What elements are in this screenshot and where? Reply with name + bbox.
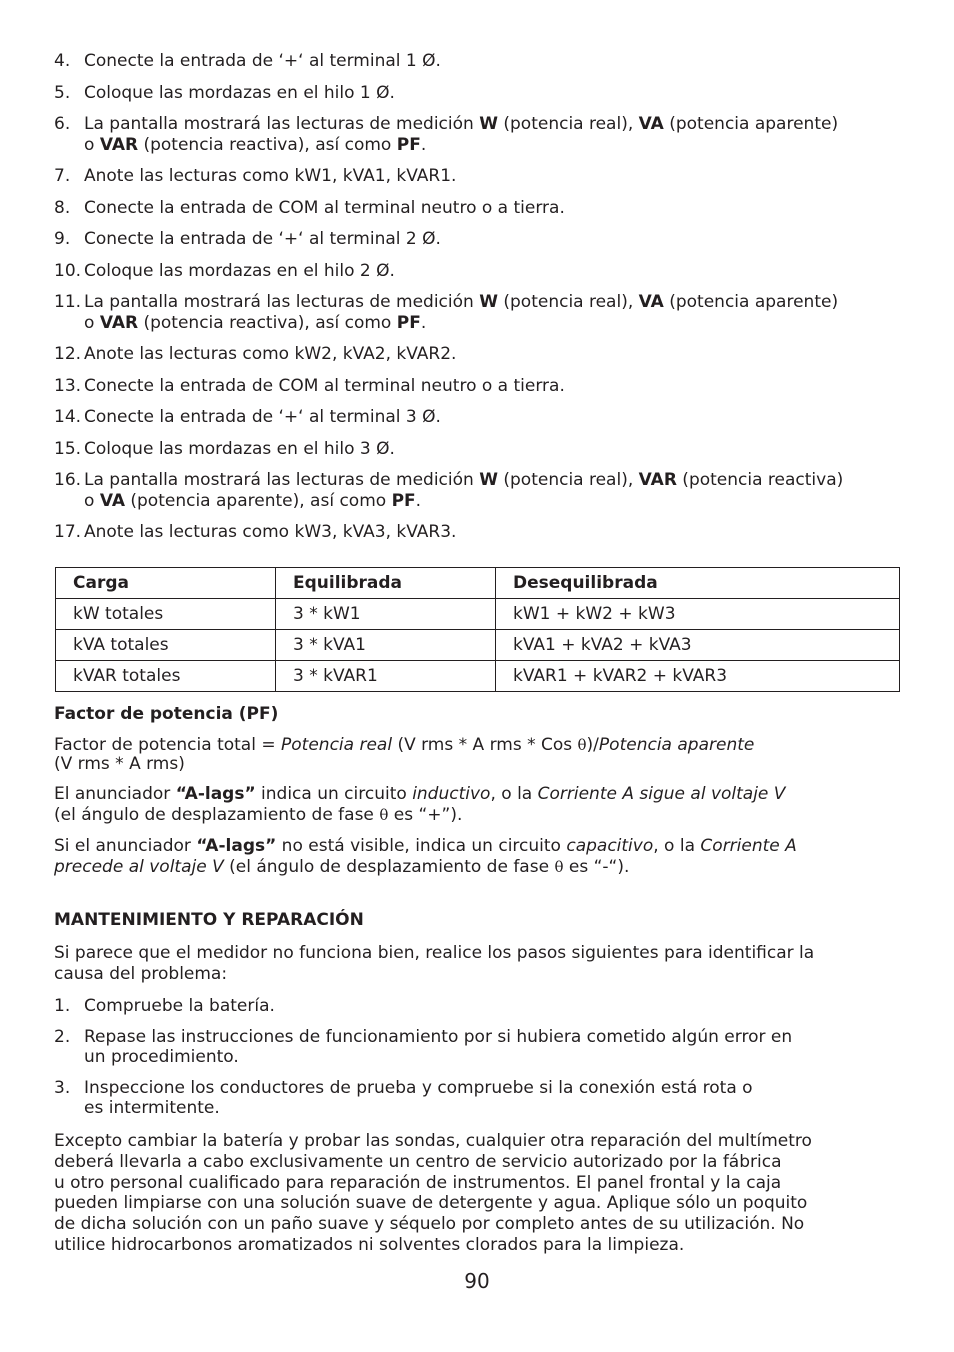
table-header: Equilibrada [276,568,496,599]
list-item: 7. Anote las lecturas como kW1, kVA1, kVAR1. [54,166,457,186]
list-item: 17. Anote las lecturas como kW3, kVA3, kVAR3. [54,522,457,542]
maintenance-heading: MANTENIMIENTO Y REPARACIÓN [54,910,364,930]
table-cell: kW totales [56,599,276,630]
list-item: 9. Conecte la entrada de ‘+‘ al terminal 2 Ø. [54,229,441,249]
table-row [56,599,900,630]
list-item: 5. Coloque las mordazas en el hilo 1 Ø. [54,82,395,103]
list-item: 3. Inspeccione los conductores de prueba y compruebe si la conexión está rota o es intermitente. [54,1077,753,1118]
table-cell: 3 * kVAR1 [276,661,496,692]
pf-lags-off: Si el anunciador “A-lags” no está visible, indica un circuito capacitivo, o la Corriente A precede al voltaje V (el ángulo de desplazamiento de fase θ es “-“). [54,836,797,877]
table-header-row [56,568,900,599]
list-item: 11. La pantalla mostrará las lecturas de medición W (potencia real), VA (potencia aparente) o VAR (potencia reactiva), así como PF. [54,292,839,333]
list-item: 10. Coloque las mordazas en el hilo 2 Ø. [54,260,395,281]
table-cell: kVA totales [56,630,276,661]
table-header: Desequilibrada [496,568,900,599]
list-item: 12. Anote las lecturas como kW2, kVA2, kVAR2. [54,344,457,364]
table-cell: kVA1 + kVA2 + kVA3 [496,630,900,661]
list-item: 14. Conecte la entrada de ‘+‘ al terminal 3 Ø. [54,407,441,427]
list-item: 2. Repase las instrucciones de funcionamiento por si hubiera cometido algún error en un procedimiento. [54,1026,793,1067]
table-row [56,630,900,661]
list-item: 1. Compruebe la batería. [54,996,275,1016]
pf-formula: Factor de potencia total = Potencia real (V rms * A rms * Cos θ)/Potencia aparente (V rms * A rms) [54,735,755,774]
table-header: Carga [56,568,276,599]
table-row [56,661,900,692]
list-item: 15. Coloque las mordazas en el hilo 3 Ø. [54,438,395,459]
table-cell: 3 * kVA1 [276,630,496,661]
pf-heading: Factor de potencia (PF) [54,704,279,724]
list-item: 13. Conecte la entrada de COM al terminal neutro o a tierra. [54,375,565,396]
load-table [55,567,900,692]
measurement-steps [54,51,904,554]
table-cell: kVAR1 + kVAR2 + kVAR3 [496,661,900,692]
list-item: 16. La pantalla mostrará las lecturas de medición W (potencia real), VAR (potencia reactiva) o VA (potencia aparente), así como PF. [54,470,844,511]
page-number: 90 [464,1269,490,1293]
list-item: 4. Conecte la entrada de ‘+‘ al terminal 1 Ø. [54,51,441,71]
table-cell: kW1 + kW2 + kW3 [496,599,900,630]
maintenance-closing: Excepto cambiar la batería y probar las sondas, cualquier otra reparación del multímetro deberá llevarla a cabo exclusivamente un centro de servicio autorizado por la fábrica u otro personal cualificado para reparación de instrumentos. El panel frontal y la caja pueden limpiarse con una solución suave de detergente y agua. Aplique sólo un poquito de dicha solución con un paño suave y séquelo por completo antes de su utilización. No utilice hidrocarbonos aromatizados ni solventes clorados para la limpieza. [54,1131,812,1255]
maintenance-intro: Si parece que el medidor no funciona bien, realice los pasos siguientes para identificar la causa del problema: [54,943,815,984]
pf-lags-on: El anunciador “A-lags” indica un circuito inductivo, o la Corriente A sigue al voltaje V (el ángulo de desplazamiento de fase θ es “+”). [54,784,786,825]
list-item: 6. La pantalla mostrará las lecturas de medición W (potencia real), VA (potencia aparente) o VAR (potencia reactiva), así como PF. [54,114,839,155]
maintenance-steps [54,996,904,1130]
list-item: 8. Conecte la entrada de COM al terminal neutro o a tierra. [54,197,565,218]
table-cell: kVAR totales [56,661,276,692]
table-cell: 3 * kW1 [276,599,496,630]
